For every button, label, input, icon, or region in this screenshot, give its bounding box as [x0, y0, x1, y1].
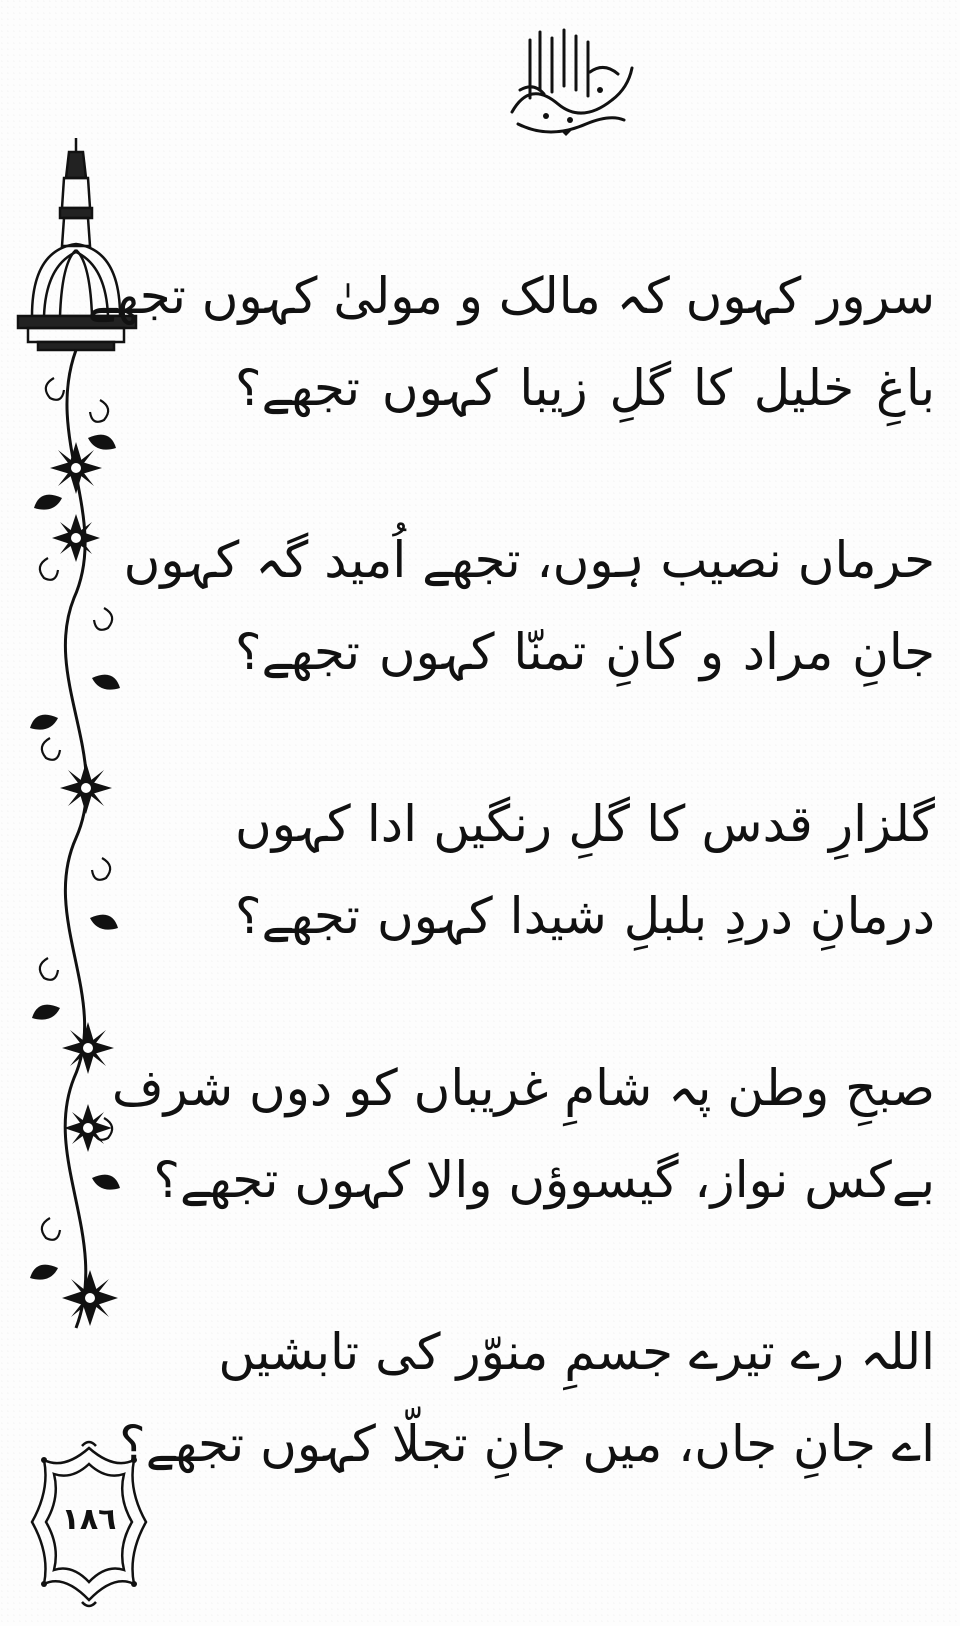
- verse-line: جانِ مراد و کانِ تمنّا کہوں تجھے؟: [235, 623, 935, 681]
- verse-line: بےکس نواز، گیسوؤں والا کہوں تجھے؟: [153, 1151, 935, 1209]
- verse-line: باغِ خلیل کا گلِ زیبا کہوں تجھے؟: [235, 359, 935, 417]
- verse-line: گلزارِ قدس کا گلِ رنگیں ادا کہوں: [235, 795, 935, 853]
- stanza-2: [123, 514, 935, 698]
- verse-line: صبحِ وطن پہ شامِ غریباں کو دوں شرف: [111, 1059, 935, 1117]
- stanza-1: [87, 250, 935, 434]
- calligraphy-emblem: [500, 20, 640, 142]
- poem: [87, 250, 935, 1490]
- page-number: ١٨٦: [61, 1502, 117, 1537]
- verse-line: حرماں نصیب ہوں، تجھے اُمید گہ کہوں: [123, 531, 935, 589]
- stanza-4: [111, 1042, 935, 1226]
- stanza-5: [119, 1306, 935, 1490]
- verse-line: درمانِ دردِ بلبلِ شیدا کہوں تجھے؟: [235, 887, 935, 945]
- verse-line: اللہ رے تیرے جسمِ منوّر کی تابشیں: [218, 1323, 935, 1381]
- verse-line: اے جانِ جاں، میں جانِ تجلّا کہوں تجھے؟: [119, 1415, 935, 1473]
- verse-line: سرور کہوں کہ مالک و مولیٰ کہوں تجھے: [87, 267, 935, 325]
- calligraphy-emblem-icon: [500, 20, 640, 142]
- stanza-3: [235, 778, 935, 962]
